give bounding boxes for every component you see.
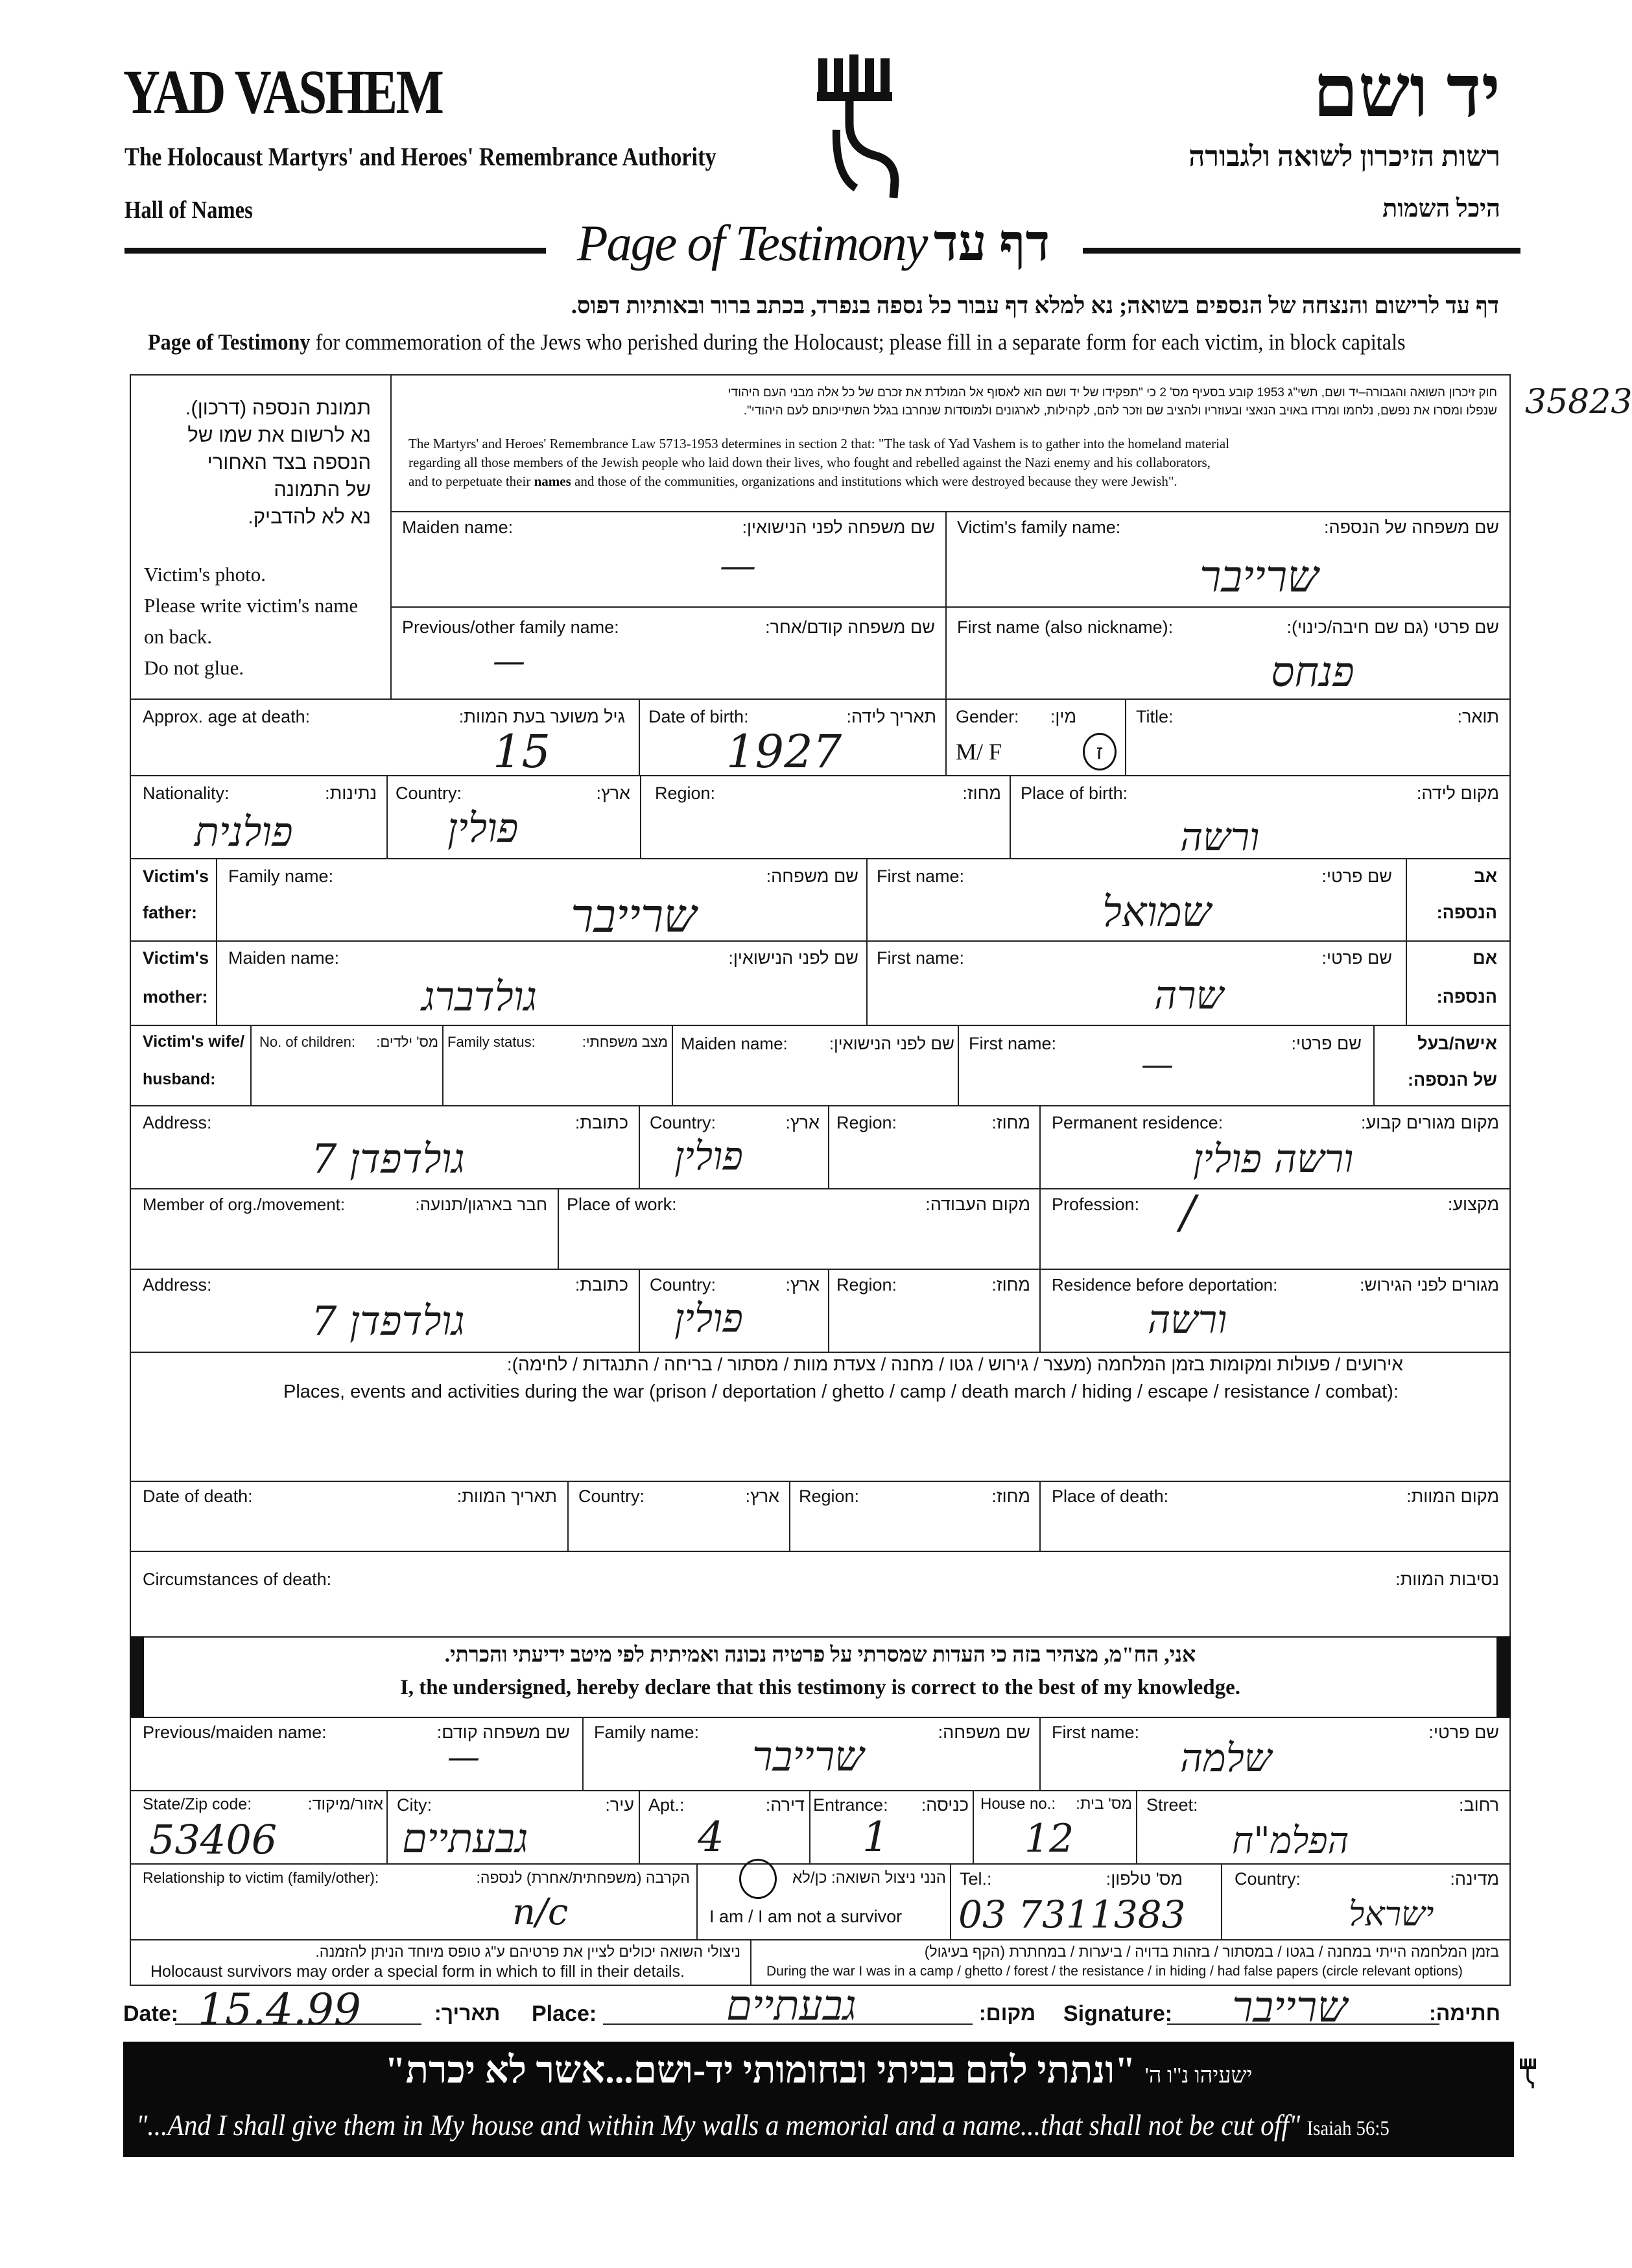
dob-label-he: תאריך לידה: bbox=[846, 707, 936, 726]
iaddr-div-1 bbox=[386, 1790, 388, 1863]
order-label-he: ניצולי השואה יכולים לציין את פרטיהם ע"ג טופס מיוחד הניתן להזמנה. bbox=[315, 1943, 740, 1960]
address2-label-en: Address: bbox=[143, 1275, 212, 1295]
dob-divider bbox=[945, 698, 947, 775]
children-label-en: No. of children: bbox=[259, 1034, 355, 1050]
survivor-circle[interactable] bbox=[739, 1859, 777, 1899]
houseno-value[interactable]: 12 bbox=[1024, 1816, 1074, 1861]
declaration-he: אני, הח"מ, מצהיר בזה כי העדות שמסרתי על פרטיה נכונה ואמיתית לפי מיטב ידיעתי והכרתי. bbox=[444, 1643, 1196, 1667]
law-en-line: The Martyrs' and Heroes' Remembrance Law 5713-1953 determines in section 2 that: "The task of Yad Vashem is to gather into the homeland material bbox=[408, 436, 1230, 451]
spouse-div-2 bbox=[442, 1025, 443, 1105]
address-label-en: Address: bbox=[143, 1113, 212, 1132]
law-en-text: and those of the communities, organizations and institutions which were destroyed because they were Jewish". bbox=[571, 473, 1177, 489]
law-en-text: and to perpetuate their bbox=[408, 473, 534, 489]
instructions-en bbox=[148, 329, 1406, 355]
signature-value[interactable]: שרייבר bbox=[1232, 1982, 1347, 2032]
work-label-he: מקום העבודה: bbox=[925, 1195, 1030, 1214]
age-value[interactable]: 15 bbox=[493, 725, 551, 778]
inf-bottom bbox=[130, 1790, 1511, 1791]
father-family-value[interactable]: שרייבר bbox=[571, 889, 697, 943]
address-region-label-en: Region: bbox=[836, 1113, 897, 1132]
gender-label-he: מין: bbox=[1050, 707, 1076, 726]
declare-bottom bbox=[130, 1717, 1511, 1718]
addr-bottom bbox=[130, 1188, 1511, 1189]
spouse-maiden-label-en: Maiden name: bbox=[681, 1034, 788, 1053]
dob-label-en: Date of birth: bbox=[648, 707, 749, 726]
spouse-label-en-2: husband: bbox=[143, 1070, 216, 1088]
circ-label-he: נסיבות המוות: bbox=[1395, 1570, 1499, 1589]
death-div-3 bbox=[1039, 1481, 1041, 1551]
place-value[interactable]: גבעתיים bbox=[726, 1982, 857, 2030]
region-label-en: Region: bbox=[655, 783, 716, 803]
apt-label-he: דירה: bbox=[765, 1795, 805, 1815]
tel-label-en: Tel.: bbox=[960, 1869, 992, 1889]
country-informant-value[interactable]: ישראל bbox=[1349, 1895, 1434, 1934]
father-label-he: אב bbox=[1474, 866, 1497, 886]
zip-value[interactable]: 53406 bbox=[149, 1816, 278, 1863]
spouse-first-label-en: First name: bbox=[969, 1034, 1057, 1053]
address2-label-he: כתובת: bbox=[574, 1275, 628, 1295]
relation-value[interactable]: n/c bbox=[512, 1891, 569, 1933]
address-value[interactable]: גולדפדן 7 bbox=[311, 1135, 465, 1182]
law-en-line bbox=[408, 472, 1504, 491]
photo-en-line: Do not glue. bbox=[144, 656, 244, 679]
maiden-value[interactable]: — bbox=[720, 545, 756, 587]
notes-divider bbox=[750, 1939, 751, 1986]
relation-label-en: Relationship to victim (family/other): bbox=[143, 1869, 379, 1886]
iaddr-div-3 bbox=[809, 1790, 810, 1863]
photo-en-line: on back. bbox=[144, 625, 213, 648]
nationality-label-en: Nationality: bbox=[143, 783, 230, 803]
dod-region-label-en: Region: bbox=[799, 1486, 860, 1506]
member-label-en: Member of org./movement: bbox=[143, 1195, 346, 1214]
country2-label-en: Country: bbox=[1235, 1869, 1301, 1889]
circ-bottom bbox=[130, 1636, 1511, 1638]
city-label-he: עיר: bbox=[605, 1795, 634, 1815]
gender-circle[interactable] bbox=[1083, 733, 1117, 770]
wartime-label-en: During the war I was in a camp / ghetto / forest / the resistance / in hiding / had false papers (circle relevant options) bbox=[766, 1964, 1463, 1979]
verse-ref-en: Isaiah 56:5 bbox=[1307, 2116, 1390, 2140]
spouse-div-4 bbox=[958, 1025, 959, 1105]
country-label-he: ארץ: bbox=[596, 783, 630, 803]
law-en-line: regarding all those members of the Jewish people who laid down their lives, who fought and rebelled against the Nazi enemy and his collaborators, bbox=[408, 455, 1211, 470]
instructions-he: דף עד לרישום והנצחה של הנספים בשואה; נא למלא דף עבור כל נספה בנפרד, בכתב ברור ובאותיות דפוס. bbox=[571, 292, 1499, 318]
events-label-en: Places, events and activities during the war (prison / deportation / ghetto / camp / death march / hiding / escape / resistance / combat): bbox=[283, 1381, 1399, 1402]
org-name-he: יד ושם bbox=[1312, 52, 1500, 132]
law-he-line: שנפלו ומסרו את נפשם, נלחמו ומרדו באויב הנאצי ובעוזריו ולהציב שם וזכר להם, לקהילות, לארגונים ולמוסדות שנחרבו בגלל השתייכותם לעם היהודי". bbox=[743, 404, 1497, 418]
address-country-label-he: ארץ: bbox=[785, 1113, 820, 1132]
nationality-label-he: נתינות: bbox=[325, 783, 377, 803]
prev-maiden-value[interactable]: — bbox=[447, 1738, 480, 1776]
zip-label-en: State/Zip code: bbox=[143, 1795, 252, 1813]
street-label-he: רחוב: bbox=[1458, 1795, 1499, 1815]
address2-country-label-en: Country: bbox=[650, 1275, 716, 1295]
dob-value[interactable]: 1927 bbox=[726, 725, 842, 778]
region-divider bbox=[1010, 775, 1011, 858]
death-div-1 bbox=[567, 1481, 569, 1551]
work-label-en: Place of work: bbox=[567, 1195, 677, 1214]
photo-he-line: הנספה בצד האחורי bbox=[207, 451, 371, 473]
region-label-he: מחוז: bbox=[962, 783, 1001, 803]
wartime-label-he: בזמן המלחמה הייתי במחנה / בגטו / במסתור / בזהות בדויה / ביערות / במחתרת (הקף בעיגול) bbox=[924, 1943, 1499, 1960]
org-subtitle-he: רשות הזיכרון לשואה ולגבורה bbox=[1189, 141, 1500, 173]
father-first-label-he: שם פרטי: bbox=[1321, 866, 1392, 886]
instructions-en-bold: Page of Testimony bbox=[148, 329, 311, 355]
iaddr-div-4 bbox=[973, 1790, 974, 1863]
spouse-bottom bbox=[130, 1105, 1511, 1106]
org-name-en: YAD VASHEM bbox=[123, 57, 443, 126]
dod-label-he: תאריך המוות: bbox=[456, 1486, 557, 1506]
verse-text-en: "...And I shall give them in My house and within My walls a memorial and a name...that shall not be cut off" bbox=[136, 2108, 1301, 2142]
status-label-he: מצב משפחתי: bbox=[582, 1034, 668, 1050]
address2-region-label-he: מחוז: bbox=[991, 1275, 1030, 1295]
addr-div-1 bbox=[639, 1105, 640, 1188]
address-country-value[interactable]: פולין bbox=[674, 1134, 743, 1179]
inf-family-label-en: Family name: bbox=[594, 1723, 700, 1742]
photo-instructions-he bbox=[185, 394, 371, 531]
addr2-bottom bbox=[130, 1352, 1511, 1353]
addr-div-2 bbox=[828, 1105, 829, 1188]
date-value[interactable]: 15.4.99 bbox=[198, 1985, 361, 2035]
address-country-label-en: Country: bbox=[650, 1113, 716, 1132]
signature-label-en: Signature: bbox=[1063, 2001, 1173, 2026]
survivor-label-en: I am / I am not a survivor bbox=[709, 1907, 903, 1926]
address-region-label-he: מחוז: bbox=[991, 1113, 1030, 1132]
death-div-2 bbox=[789, 1481, 790, 1551]
entrance-label-he: כניסה: bbox=[921, 1795, 969, 1815]
street-label-en: Street: bbox=[1146, 1795, 1198, 1815]
mother-maiden-value[interactable]: גולדברג bbox=[421, 973, 538, 1020]
mother-label-he: אם bbox=[1472, 948, 1497, 968]
rel-div-2 bbox=[950, 1863, 951, 1939]
mother-first-value[interactable]: שרה bbox=[1154, 973, 1224, 1018]
country-value[interactable]: פולין bbox=[447, 804, 519, 852]
addr2-div-2 bbox=[828, 1269, 829, 1352]
member-label-he: חבר בארגון/תנועה: bbox=[415, 1195, 547, 1214]
gender-divider bbox=[1125, 698, 1126, 775]
photo-instructions-en bbox=[144, 559, 358, 684]
pob-label-en: Place of birth: bbox=[1021, 783, 1128, 803]
member-bottom bbox=[130, 1269, 1511, 1270]
perm-res-value[interactable]: ורשה פולין bbox=[1193, 1136, 1354, 1182]
res-before-label-en: Residence before deportation: bbox=[1052, 1275, 1278, 1295]
inf-div-1 bbox=[582, 1717, 584, 1790]
profession-label-en: Profession: bbox=[1052, 1195, 1140, 1214]
spouse-first-label-he: שם פרטי: bbox=[1291, 1034, 1362, 1053]
first-nick-label-en: First name (also nickname): bbox=[957, 617, 1174, 637]
order-label-en: Holocaust survivors may order a special form in which to fill in their details. bbox=[150, 1963, 685, 1981]
status-label-en: Family status: bbox=[447, 1034, 536, 1050]
photo-he-line: נא לא להדביק. bbox=[248, 505, 371, 528]
father-of-victim-he: הנספה: bbox=[1436, 903, 1497, 922]
prev-family-label-he: שם משפחה קודם/אחר: bbox=[765, 617, 935, 637]
prev-family-label-en: Previous/other family name: bbox=[402, 617, 619, 637]
photo-divider bbox=[390, 374, 392, 698]
father-bottom bbox=[130, 940, 1511, 942]
member-div-2 bbox=[1039, 1188, 1041, 1269]
victim-family-label-en: Victim's family name: bbox=[957, 518, 1121, 537]
instructions-en-text: for commemoration of the Jews who perished during the Holocaust; please fill in a separate form for each victim, in block capitals bbox=[315, 329, 1406, 355]
margin-number: 35823 bbox=[1525, 383, 1632, 422]
country2-label-he: מדינה: bbox=[1450, 1869, 1499, 1889]
mother-label-en: mother: bbox=[143, 987, 208, 1007]
address2-region-label-en: Region: bbox=[836, 1275, 897, 1295]
father-label-en: father: bbox=[143, 903, 198, 922]
country-divider bbox=[640, 775, 641, 858]
law-bottom-line bbox=[390, 511, 1511, 512]
address-label-he: כתובת: bbox=[574, 1113, 628, 1132]
title-bar-left bbox=[124, 248, 546, 254]
place-label-en: Place: bbox=[532, 2001, 597, 2026]
hall-of-names-he: היכל השמות bbox=[1382, 195, 1500, 222]
gender-circled-value: ז bbox=[1096, 739, 1104, 764]
tel-label-he: מס' טלפון: bbox=[1106, 1869, 1183, 1889]
iaddr-div-5 bbox=[1136, 1790, 1137, 1863]
address2-country-label-he: ארץ: bbox=[785, 1275, 820, 1295]
title-label-he: תואר: bbox=[1457, 707, 1499, 726]
addr2-div-1 bbox=[639, 1269, 640, 1352]
events-label-he: אירועים / פעולות ומקומות בזמן המלחמה (מעצר / גירוש / גטו / מחנה / צעדת מוות / מסתור / בריחה / התנגדות / לחימה): bbox=[506, 1354, 1403, 1374]
inf-family-value[interactable]: שרייבר bbox=[752, 1733, 864, 1781]
law-text-he bbox=[395, 384, 1497, 420]
apt-value[interactable]: 4 bbox=[698, 1813, 724, 1861]
victim-family-label-he: שם משפחה של הנספה: bbox=[1323, 518, 1499, 537]
photo-he-line: נא לרשום את שמו של bbox=[187, 424, 371, 446]
father-family-label-he: שם משפחה: bbox=[766, 866, 858, 886]
entrance-label-en: Entrance: bbox=[813, 1795, 888, 1815]
declaration-en: I, the undersigned, hereby declare that this testimony is correct to the best of my knowledge. bbox=[399, 1676, 1241, 1699]
inf-first-value[interactable]: שלמה bbox=[1180, 1736, 1272, 1781]
houseno-label-he: מס' בית: bbox=[1076, 1795, 1132, 1813]
father-vic-label: Victim's bbox=[143, 866, 209, 886]
nat-divider bbox=[386, 775, 388, 858]
inf-first-label-en: First name: bbox=[1052, 1723, 1140, 1742]
spouse-div-5 bbox=[1373, 1025, 1375, 1105]
spouse-label-en-1: Victim's wife/ bbox=[143, 1033, 244, 1051]
place-label-he: מקום: bbox=[979, 2001, 1036, 2025]
page-title-he: דף עד bbox=[934, 215, 1050, 271]
first-name-value[interactable]: פנחס bbox=[1271, 649, 1354, 697]
menorah-logo-icon bbox=[810, 52, 908, 201]
dod-label-en: Date of death: bbox=[143, 1486, 253, 1506]
age-label-en: Approx. age at death: bbox=[143, 707, 311, 726]
spouse-label-he-2: של הנספה: bbox=[1408, 1070, 1497, 1090]
prev-maiden-label-he: שם משפחה קודם: bbox=[436, 1723, 570, 1742]
declare-bar-right bbox=[1496, 1636, 1511, 1717]
date-label-he: תאריך: bbox=[434, 2001, 501, 2025]
inf-div-2 bbox=[1039, 1717, 1041, 1790]
city-value[interactable]: גבעתיים bbox=[402, 1815, 528, 1862]
addr-div-3 bbox=[1039, 1105, 1041, 1188]
sec3-bottom bbox=[130, 858, 1511, 859]
small-logo-icon bbox=[1519, 2057, 1538, 2090]
apt-label-en: Apt.: bbox=[648, 1795, 685, 1815]
hall-of-names-en: Hall of Names bbox=[124, 197, 253, 224]
rel-div-3 bbox=[1221, 1863, 1222, 1939]
dod-region-label-he: מחוז: bbox=[991, 1486, 1030, 1506]
first-nick-label-he: שם פרטי (גם שם חיבה/כינוי): bbox=[1286, 617, 1499, 637]
date-label-en: Date: bbox=[123, 2001, 179, 2026]
page-title-en: Page of Testimony bbox=[577, 215, 927, 271]
photo-en-line: Please write victim's name bbox=[144, 594, 359, 617]
houseno-label-en: House no.: bbox=[980, 1795, 1056, 1813]
mother-maiden-label-he: שם לפני הנישואין: bbox=[728, 948, 858, 968]
gender-options[interactable]: M/ F bbox=[956, 739, 1002, 765]
survivor-label-he: הנני ניצול השואה: כן/לא bbox=[792, 1869, 946, 1887]
entrance-value[interactable]: 1 bbox=[862, 1813, 889, 1861]
mother-first-label-en: First name: bbox=[877, 948, 965, 968]
verse-en bbox=[136, 2108, 1390, 2142]
mother-maiden-label-en: Maiden name: bbox=[228, 948, 340, 968]
photo-he-line: של התמונה bbox=[274, 478, 371, 501]
rel-div-1 bbox=[696, 1863, 698, 1939]
signature-label-he: חתימה: bbox=[1429, 2001, 1500, 2025]
declare-bar-left bbox=[130, 1636, 144, 1717]
inf-first-label-he: שם פרטי: bbox=[1428, 1723, 1499, 1742]
children-label-he: מס' ילדים: bbox=[376, 1034, 438, 1050]
verse-he bbox=[123, 2048, 1514, 2092]
tel-value[interactable]: 03 7311383 bbox=[958, 1892, 1186, 1937]
law-he-line: חוק זיכרון השואה והגבורה–יד ושם, תשי"ג 1953 קובע בסעיף מס' 2 כי "תפקידו של יד ושם הוא לאסוף אל המולדת את זכרם של כל אלה מבני העם היהודי bbox=[727, 386, 1497, 400]
inf-family-label-he: שם משפחה: bbox=[938, 1723, 1030, 1742]
law-text-en bbox=[408, 435, 1504, 491]
law-en-bold: names bbox=[534, 473, 571, 489]
perm-res-label-en: Permanent residence: bbox=[1052, 1113, 1224, 1132]
spouse-div-3 bbox=[672, 1025, 673, 1105]
verse-text-he: "ונתתי להם בביתי ובחומותי יד-ושם...אשר לא יכרת" bbox=[384, 2049, 1136, 2091]
profession-value[interactable]: / bbox=[1180, 1186, 1196, 1239]
maiden-label-en: Maiden name: bbox=[402, 518, 514, 537]
dod-country-label-he: ארץ: bbox=[745, 1486, 779, 1506]
mother-vic-label: Victim's bbox=[143, 948, 209, 968]
addr2-div-3 bbox=[1039, 1269, 1041, 1352]
title-bar-right bbox=[1083, 248, 1520, 254]
member-div-1 bbox=[558, 1188, 559, 1269]
pob-value[interactable]: ורשה bbox=[1180, 815, 1260, 860]
names-row-line bbox=[390, 606, 1511, 608]
mother-of-victim-he: הנספה: bbox=[1436, 987, 1497, 1007]
city-label-en: City: bbox=[397, 1795, 432, 1815]
death-bottom bbox=[130, 1551, 1511, 1552]
sec1-bottom bbox=[130, 698, 1511, 700]
title-label-en: Title: bbox=[1136, 707, 1174, 726]
relation-label-he: הקרבה (משפחתית/אחרת) לנספה: bbox=[476, 1869, 690, 1886]
father-family-label-en: Family name: bbox=[228, 866, 334, 886]
gender-label-en: Gender: bbox=[956, 707, 1019, 726]
spouse-first-value[interactable]: — bbox=[1141, 1045, 1174, 1083]
zip-label-he: אזור/מיקוד: bbox=[307, 1795, 383, 1813]
country-label-en: Country: bbox=[396, 783, 462, 803]
verse-ref-he: ישעיהו נ"ו ה' bbox=[1144, 2064, 1253, 2088]
res-before-label-he: מגורים לפני הגירוש: bbox=[1360, 1275, 1499, 1295]
mother-bottom bbox=[130, 1025, 1511, 1026]
iaddr-bottom bbox=[130, 1863, 1511, 1865]
age-label-he: גיל משוער בעת המוות: bbox=[458, 707, 625, 726]
mother-first-label-he: שם פרטי: bbox=[1321, 948, 1392, 968]
address2-value[interactable]: גולדפדן 7 bbox=[311, 1297, 465, 1344]
perm-res-label-he: מקום מגורים קבוע: bbox=[1360, 1113, 1499, 1132]
dod-country-label-en: Country: bbox=[578, 1486, 645, 1506]
pod-label-en: Place of death: bbox=[1052, 1486, 1169, 1506]
profession-label-he: מקצוע: bbox=[1447, 1195, 1499, 1214]
names-mid-divider bbox=[945, 511, 947, 698]
age-divider bbox=[639, 698, 640, 775]
victim-family-value[interactable]: שרייבר bbox=[1200, 551, 1319, 603]
rel-bottom bbox=[130, 1939, 1511, 1940]
maiden-label-he: שם משפחה לפני הנישואין: bbox=[742, 518, 935, 537]
prev-maiden-label-en: Previous/maiden name: bbox=[143, 1723, 327, 1742]
prev-family-value[interactable]: — bbox=[493, 642, 525, 680]
circ-label-en: Circumstances of death: bbox=[143, 1570, 332, 1589]
street-value[interactable]: הפלמ"ח bbox=[1232, 1820, 1349, 1862]
iaddr-div-2 bbox=[639, 1790, 640, 1863]
spouse-label-he-1: אישה/בעל bbox=[1417, 1034, 1497, 1053]
father-first-label-en: First name: bbox=[877, 866, 965, 886]
photo-he-line: תמונת הנספה (דרכון). bbox=[185, 396, 371, 419]
pod-label-he: מקום המוות: bbox=[1406, 1486, 1499, 1506]
father-first-value[interactable]: שמואל bbox=[1102, 889, 1211, 937]
org-subtitle-en: The Holocaust Martyrs' and Heroes' Remembrance Authority bbox=[124, 142, 716, 171]
pob-label-he: מקום לידה: bbox=[1416, 783, 1499, 803]
photo-en-line: Victim's photo. bbox=[144, 563, 266, 586]
address2-country-value[interactable]: פולין bbox=[674, 1296, 743, 1341]
spouse-maiden-label-he: שם לפני הנישואין: bbox=[829, 1034, 954, 1053]
nationality-value[interactable]: פולנית bbox=[195, 808, 293, 855]
spouse-div-1 bbox=[250, 1025, 252, 1105]
res-before-value[interactable]: ורשה bbox=[1148, 1297, 1227, 1343]
events-bottom bbox=[130, 1481, 1511, 1482]
